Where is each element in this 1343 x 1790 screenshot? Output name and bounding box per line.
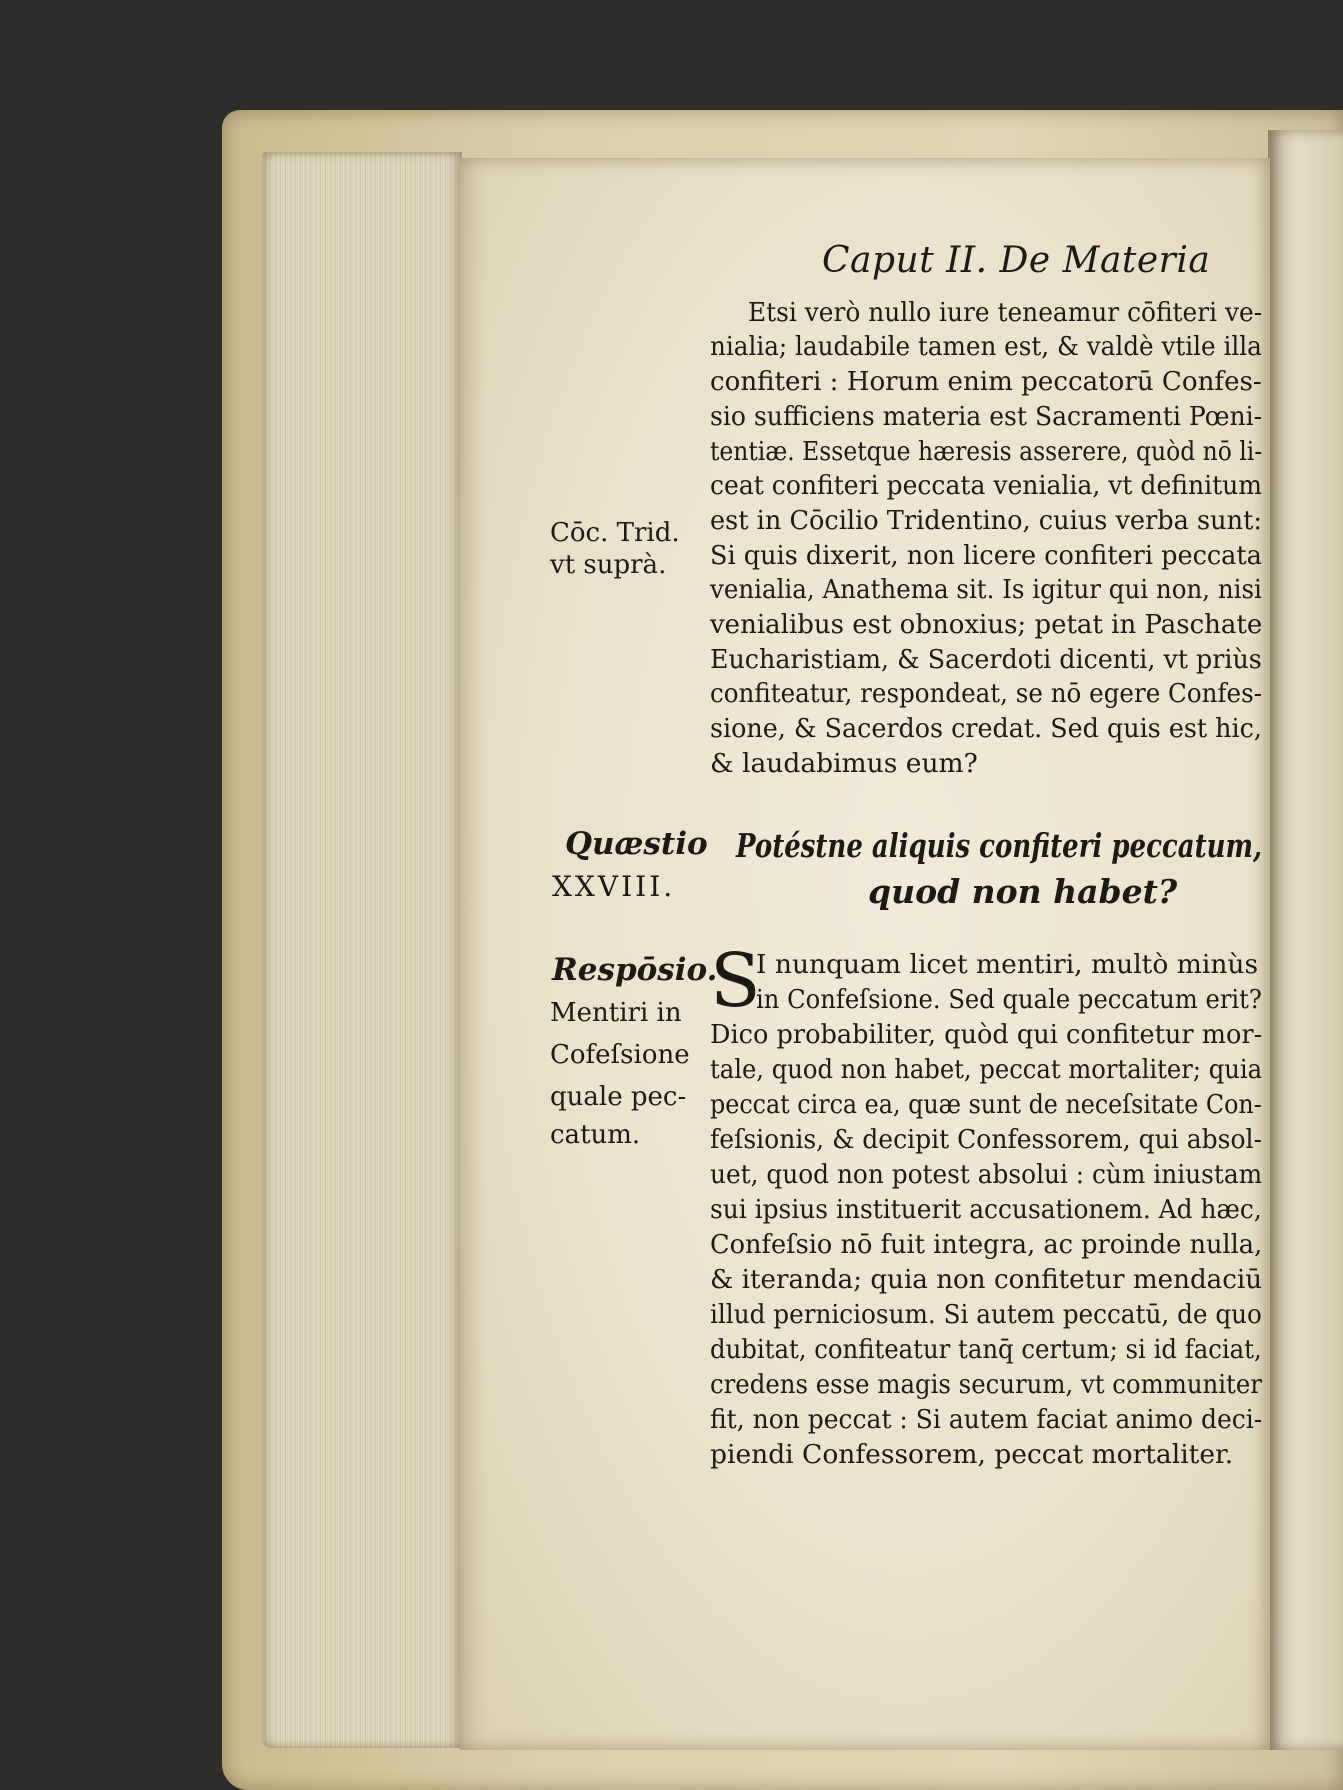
text-line: Si quis dixerit, non licere confiteri peccata — [710, 540, 1262, 571]
text-line: sione, & Sacerdos credat. Sed quis est hic, — [710, 713, 1262, 744]
text-line: confiteatur, respondeat, se nō egere Confes- — [710, 678, 1262, 709]
question-label: Quæstio — [565, 826, 708, 862]
text-line: Eucharistiam, & Sacerdoti dicenti, vt priùs — [710, 644, 1262, 675]
text-line: & laudabimus eum? — [710, 748, 978, 779]
text-line: in Confeſsione. Sed quale peccatum erit? — [756, 984, 1262, 1015]
text-line: I nunquam licet mentiri, multò minùs — [756, 949, 1259, 980]
margin-note-line: vt suprà. — [550, 550, 667, 580]
text-line: est in Cōcilio Tridentino, cuius verba sunt: — [710, 505, 1262, 536]
page-edges — [262, 152, 462, 1748]
text-line: piendi Confessorem, peccat mortaliter. — [710, 1439, 1234, 1470]
response-margin-line: Cofeſsione — [550, 1040, 690, 1070]
question-title-line: quod non habet? — [868, 872, 1178, 911]
text-line: tentiæ. Essetque hæresis asserere, quòd nō li- — [710, 436, 1263, 467]
question-title-line: Potéstne aliquis confiteri peccatum, — [736, 826, 1263, 865]
question-number: XXVIII. — [552, 870, 676, 903]
text-line: Confeſsio nō fuit integra, ac proinde nulla, — [710, 1229, 1263, 1260]
text-line: venialia, Anathema sit. Is igitur qui non, nisi — [710, 574, 1262, 605]
text-line: peccat circa ea, quæ sunt de neceſsitate Con- — [710, 1089, 1262, 1120]
text-line: uet, quod non potest absolui : cùm iniustam — [710, 1159, 1263, 1190]
text-line: credens esse magis securum, vt communiter — [710, 1369, 1262, 1400]
adjacent-page — [1268, 130, 1343, 1750]
text-line: Dico probabiliter, quòd qui confitetur mor- — [710, 1019, 1263, 1050]
response-margin-line: Mentiri in — [550, 998, 682, 1028]
text-line: ceat confiteri peccata venialia, vt definitum — [710, 470, 1263, 501]
text-line: nialia; laudabile tamen est, & valdè vtile illa — [710, 331, 1262, 362]
text-line: dubitat, confiteatur tanq̄ certum; si id faciat, — [710, 1334, 1262, 1365]
response-label: Respōsio. — [552, 952, 718, 988]
text-line: Etsi verò nullo iure teneamur cōfiteri ve- — [748, 297, 1263, 328]
text-line: confiteri : Horum enim peccatorū Confes- — [710, 366, 1262, 397]
text-line: feſsionis, & decipit Confessorem, qui absol- — [710, 1124, 1263, 1155]
margin-note-line: Cōc. Trid. — [550, 518, 680, 548]
response-margin-line: catum. — [550, 1120, 641, 1150]
drop-cap: S — [710, 938, 761, 1024]
running-header: Caput II. De Materia — [822, 240, 1211, 281]
text-line: venialibus est obnoxius; petat in Paschate — [710, 609, 1263, 640]
response-margin-line: quale pec- — [550, 1082, 687, 1112]
text-line: sio sufficiens materia est Sacramenti Pœni- — [710, 401, 1263, 432]
text-line: & iteranda; quia non confitetur mendaciū — [710, 1264, 1263, 1295]
text-line: illud perniciosum. Si autem peccatū, de quo — [710, 1299, 1262, 1330]
text-line: sui ipsius instituerit accusationem. Ad hæc, — [710, 1194, 1262, 1225]
text-line: fit, non peccat : Si autem faciat animo deci- — [710, 1404, 1263, 1435]
text-line: tale, quod non habet, peccat mortaliter; quia — [710, 1054, 1263, 1085]
